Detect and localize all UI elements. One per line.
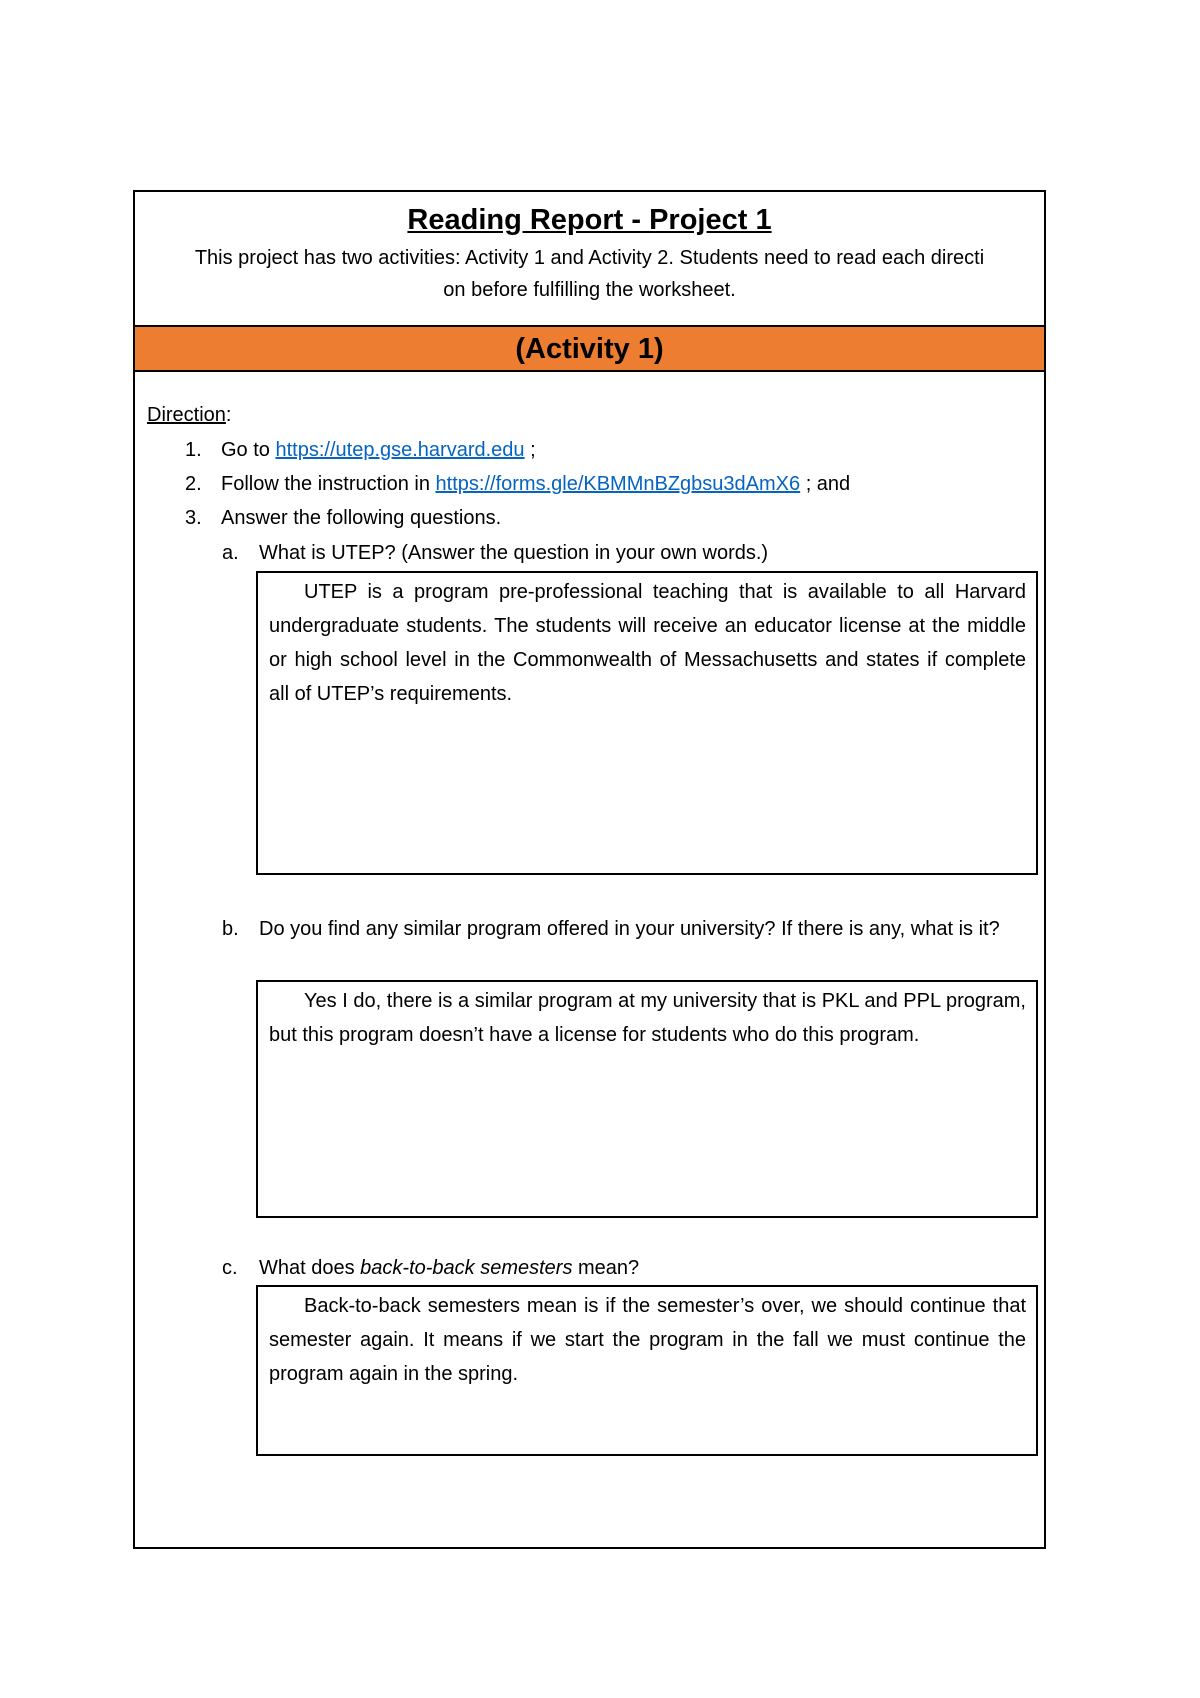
activity-heading: (Activity 1) <box>135 327 1044 372</box>
question-letter: a. <box>222 542 239 564</box>
intro-text <box>139 242 1040 306</box>
answer-text: UTEP is a program pre-professional teaching that is available to all Harvard undergraduate students. The students will receive an educator license at the middle or high school level in the Commonwealth of Messachusetts and states if complete all of UTEP’s requirements. <box>269 581 1026 705</box>
intro-line-1: This project has two activities: Activity 1 and Activity 2. Students need to read each directi <box>194 247 985 269</box>
question-letter: c. <box>222 1257 238 1279</box>
direction-label: Direction <box>147 404 226 426</box>
step-suffix: ; and <box>800 473 851 495</box>
question-a <box>222 536 1177 570</box>
step-text: Answer the following questions. <box>221 507 502 529</box>
step-text: Follow the instruction in <box>221 473 436 495</box>
direction-step-3 <box>185 501 501 535</box>
page-title: Reading Report - Project 1 <box>407 204 772 236</box>
direction-step-1 <box>185 433 536 467</box>
question-c <box>222 1251 1177 1285</box>
answer-box-a[interactable] <box>256 571 1038 875</box>
answer-text: Back-to-back semesters mean is if the semester’s over, we should continue that semester again. It means if we start the program in the fall we must continue the program again in the spring. <box>269 1295 1026 1385</box>
worksheet-header <box>135 192 1044 327</box>
worksheet-frame <box>133 190 1046 1549</box>
question-text-start: What does <box>259 1257 361 1279</box>
direction-colon: : <box>225 404 232 426</box>
question-text <box>259 1251 1044 1285</box>
intro-line-2: on before fulfilling the worksheet. <box>443 279 736 301</box>
step-number: 2. <box>185 473 202 495</box>
google-form-link[interactable]: https://forms.gle/KBMMnBZgbsu3dAmX6 <box>435 473 801 495</box>
direction-step-2 <box>185 467 850 501</box>
step-number: 3. <box>185 507 202 529</box>
question-term: back-to-back semesters <box>360 1257 573 1279</box>
step-suffix: ; <box>524 439 536 461</box>
utep-link[interactable]: https://utep.gse.harvard.edu <box>275 439 525 461</box>
direction-heading <box>147 398 231 432</box>
answer-text: Yes I do, there is a similar program at my university that is PKL and PPL program, but this program doesn’t have a license for students who do this program. <box>269 990 1026 1046</box>
question-b <box>222 912 1177 946</box>
question-text-end: mean? <box>572 1257 640 1279</box>
answer-box-c[interactable] <box>256 1285 1038 1456</box>
question-text: Do you find any similar program offered in your university? If there is any, what is it? <box>259 918 1000 940</box>
step-text: Go to <box>221 439 276 461</box>
question-letter: b. <box>222 918 239 940</box>
question-text: What is UTEP? (Answer the question in your own words.) <box>259 542 769 564</box>
answer-box-b[interactable] <box>256 980 1038 1218</box>
step-number: 1. <box>185 439 202 461</box>
